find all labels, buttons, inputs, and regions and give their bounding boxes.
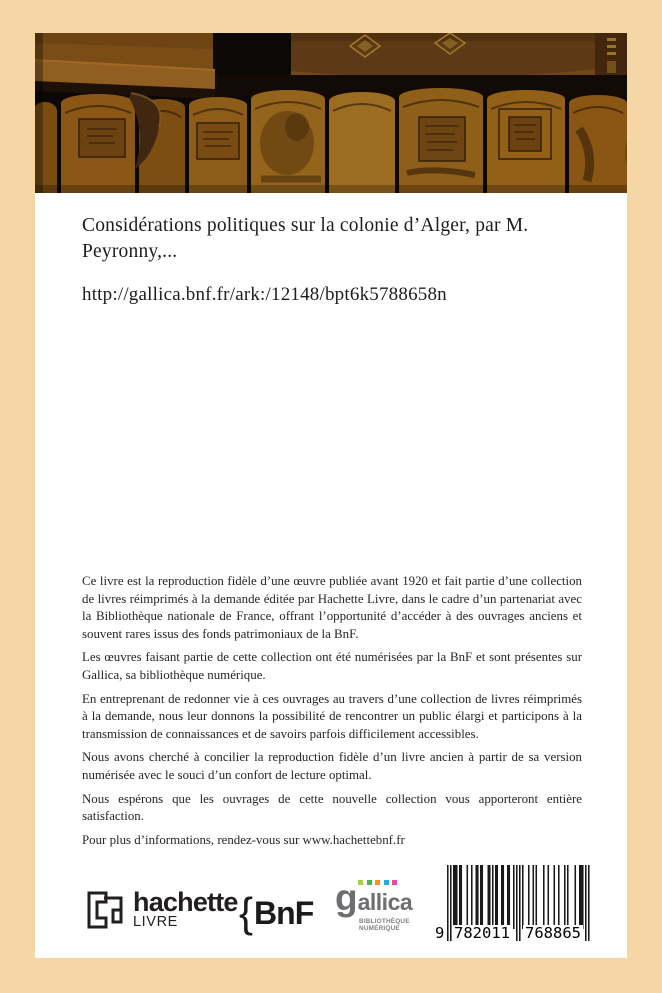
- gallica-dot: [392, 880, 397, 885]
- hachette-name: hachette: [133, 887, 238, 917]
- gallica-wordmark: [335, 877, 425, 918]
- gallica-dot: [358, 880, 363, 885]
- bnf-wordmark: BnF: [254, 894, 314, 931]
- gallica-rest: allica: [357, 889, 413, 915]
- gallica-dot: [367, 880, 372, 885]
- barcode-digit-group1: 782011: [454, 924, 510, 942]
- paragraph: Pour plus d’informations, rendez-vous sur www.hachettebnf.fr: [82, 832, 405, 847]
- gallica-caption: [359, 918, 425, 932]
- paragraph: Nous avons cherché à concilier la reproduction fidèle d’un livre ancien à partir de sa version numérisée avec le souci d’un confort de lecture optimal.: [82, 750, 582, 782]
- gallica-caption-line2: NUMÉRIQUE: [359, 925, 400, 932]
- gallica-dot: [384, 880, 389, 885]
- paragraph: Les œuvres faisant partie de cette collection ont été numérisées par la BnF et sont présentes sur Gallica, sa bibliothèque numérique.: [82, 650, 582, 682]
- gallica-dot: [375, 880, 380, 885]
- hachette-icon: [85, 889, 125, 931]
- antique-books-illustration: [35, 33, 627, 193]
- paragraph: En entreprenant de redonner vie à ces ouvrages au travers d’une collection de livres réimprimés à la demande, nous leur donnons la possibilité de rencontrer un public élargi et participons à la transmission de connaissances et de savoirs parfois difficilement accessibles.: [82, 691, 582, 741]
- gallica-initial: g: [335, 877, 358, 918]
- gallica-logo: [335, 877, 425, 932]
- bnf-logo: [239, 891, 313, 935]
- hachette-livre-label: LIVRE: [133, 914, 178, 930]
- gallica-permalink: http://gallica.bnf.fr/ark:/12148/bpt6k5788658n: [82, 284, 447, 305]
- gallica-dots-icon: [358, 880, 425, 885]
- paragraph: Ce livre est la reproduction fidèle d’une œuvre publiée avant 1920 et fait partie d’une collection de livres réimprimés à la demande éditée par Hachette Livre, dans le cadre d’un partenariat avec la Bibliothèque nationale de France, offrant l’opportunité d’accéder à des ouvrages anciens et souvent rares issus des fonds patrimoniaux de la BnF.: [82, 574, 582, 641]
- hachette-wordmark: [133, 889, 238, 931]
- hachette-livre-logo: [85, 889, 238, 931]
- ean-barcode: [435, 865, 597, 949]
- book-title: Considérations politiques sur la colonie d’Alger, par M. Peyronny,...: [82, 215, 529, 262]
- description-paragraphs: [82, 573, 582, 855]
- gallica-caption-line1: BIBLIOTHÈQUE: [359, 918, 410, 925]
- bnf-brace-icon: {: [239, 889, 254, 936]
- antique-books-photo: [35, 33, 627, 193]
- barcode-digit-lead: 9: [435, 924, 445, 942]
- paragraph: Nous espérons que les ouvrages de cette nouvelle collection vous apporteront entière satisfaction.: [82, 791, 582, 824]
- barcode-digit-group2: 768865: [525, 924, 581, 942]
- content-panel: [35, 193, 627, 958]
